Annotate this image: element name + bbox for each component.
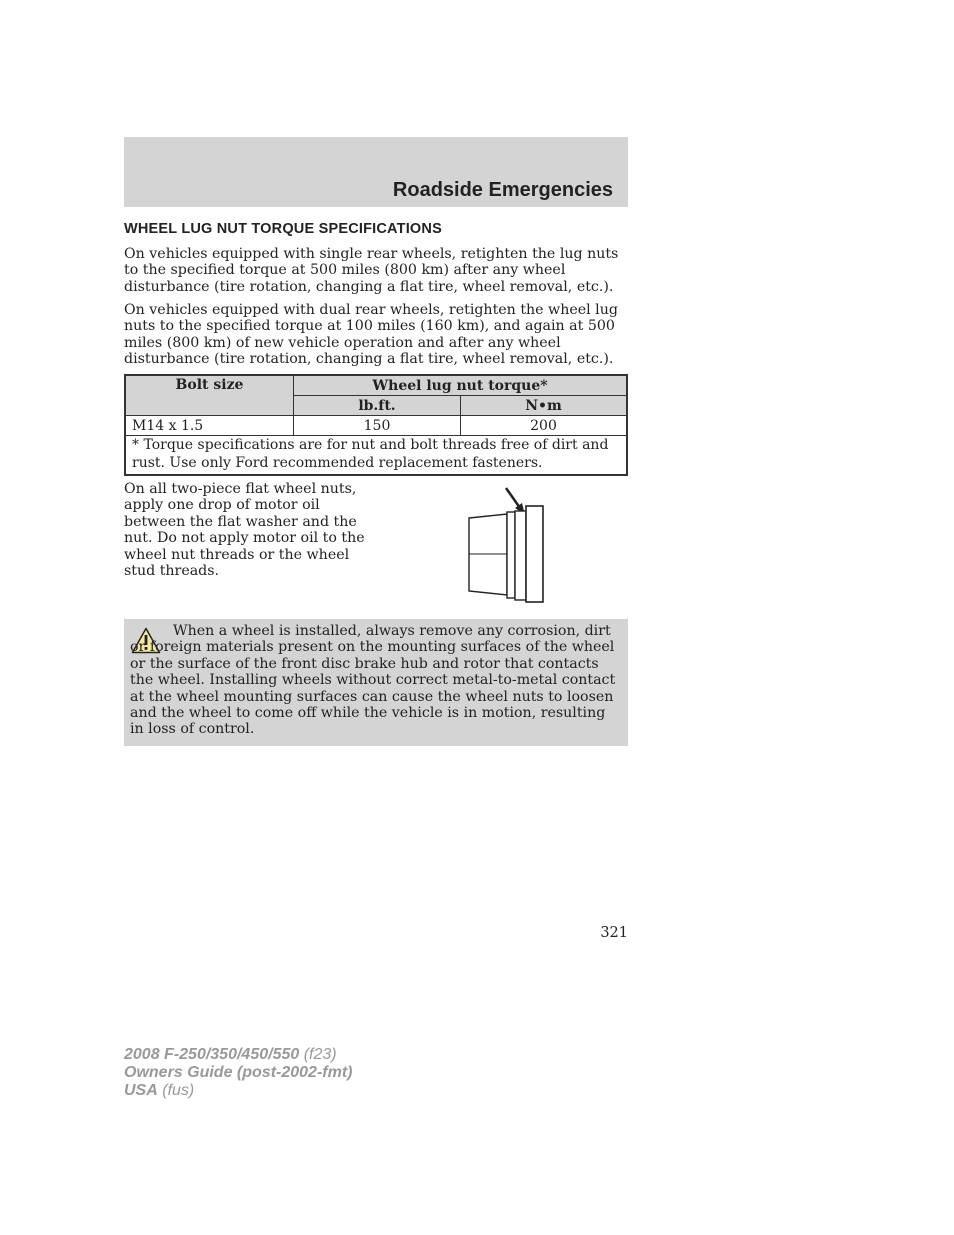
cell-lbft: 150 bbox=[294, 416, 461, 436]
header-lbft: lb.ft. bbox=[294, 396, 461, 416]
document-footer bbox=[124, 1046, 352, 1100]
section-header-band bbox=[124, 137, 628, 207]
torque-table bbox=[124, 374, 628, 476]
single-rear-paragraph: On vehicles equipped with single rear wheels, retighten the lug nuts to the specified torque at 500 miles (800 km) after any wheel disturbance (tire rotation, changing a flat tire, wheel removal, etc.). bbox=[124, 246, 619, 295]
section-heading: WHEEL LUG NUT TORQUE SPECIFICATIONS bbox=[124, 221, 442, 237]
cell-bolt: M14 x 1.5 bbox=[125, 416, 294, 436]
warning-box bbox=[124, 619, 628, 746]
footer-line-2: Owners Guide (post-2002-fmt) bbox=[124, 1064, 353, 1081]
table-row bbox=[125, 416, 627, 436]
cell-nm: 200 bbox=[461, 416, 628, 436]
header-torque: Wheel lug nut torque* bbox=[294, 375, 628, 396]
dual-rear-paragraph: On vehicles equipped with dual rear wheels, retighten the wheel lug nuts to the specified torque at 100 miles (160 km), and again at 500 miles (800 km) of new vehicle operation and after any wheel disturbance (tire rotation, changing a flat tire, wheel removal, etc.). bbox=[124, 302, 618, 368]
wheel-nut-diagram bbox=[455, 484, 555, 608]
two-piece-paragraph: On all two-piece flat wheel nuts, apply one drop of motor oil between the flat washer and the nut. Do not apply motor oil to the wheel nut threads or the wheel stud threads. bbox=[124, 481, 365, 580]
header-bolt-size: Bolt size bbox=[125, 375, 294, 416]
footer-line-1: 2008 F-250/350/450/550 (f23) bbox=[124, 1046, 337, 1063]
page-number: 321 bbox=[600, 925, 628, 941]
section-title: Roadside Emergencies bbox=[392, 179, 613, 201]
table-footnote: * Torque specifications are for nut and bolt threads free of dirt and rust. Use only Ford recommended replacement fasteners. bbox=[125, 436, 627, 476]
table-header-row bbox=[125, 375, 627, 396]
warning-text: When a wheel is installed, always remove any corrosion, dirt or foreign materials present on the mounting surfaces of the wheel or the surface of the front disc brake hub and rotor that contacts the wheel. Installing wheels without correct metal-to-metal contact at the wheel mounting surfaces can cause the wheel nuts to loosen and the wheel to come off while the vehicle is in motion, resulting in loss of control. bbox=[130, 623, 616, 738]
table-footnote-row bbox=[125, 436, 627, 476]
header-nm: N•m bbox=[461, 396, 628, 416]
footer-line-3: USA (fus) bbox=[124, 1082, 195, 1099]
